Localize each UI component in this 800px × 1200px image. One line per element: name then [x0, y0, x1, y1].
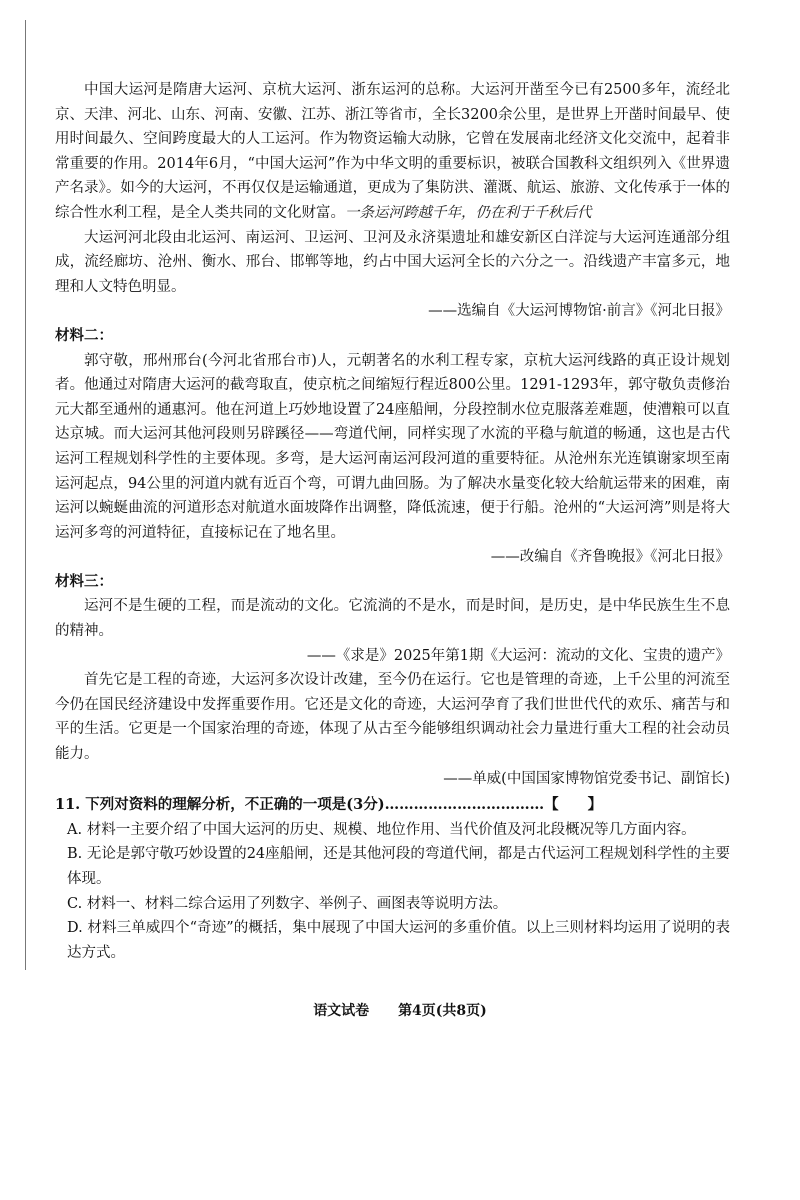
option-b: B. 无论是郭守敬巧妙设置的24座船闸，还是其他河段的弯道代闸，都是古代运河工程规划科学性的主要体现。 — [67, 846, 730, 887]
material-two-heading: 材料二： — [55, 326, 113, 344]
footer-subject: 语文试卷 — [313, 1003, 370, 1019]
option-a: A. 材料一主要介绍了中国大运河的历史、规模、地位作用、当代价值及河北段概况等几方面内容。 — [67, 821, 696, 838]
footer-page-number: 第4页(共8页) — [398, 1003, 487, 1019]
material-three-heading: 材料三： — [55, 572, 113, 590]
material-three-source1: ——《求是》2025年第1期《大运河：流动的文化、宝贵的遗产》 — [306, 647, 730, 664]
option-c: C. 材料一、材料二综合运用了列数字、举例子、画图表等说明方法。 — [67, 895, 508, 912]
material-one-source: ——选编自《大运河博物馆·前言》《河北日报》 — [428, 303, 730, 320]
material-one-para1 — [55, 78, 730, 226]
material-three-source2: ——单威(中国国家博物馆党委书记、副馆长) — [443, 770, 730, 787]
material-one-text: 中国大运河是隋唐大运河、京杭大运河、浙东运河的总称。大运河开凿至今已有2500多年，流经北京、天津、河北、山东、河南、安徽、江苏、浙江等省市，全长3200余公里，是世界上开凿时间最早、使用时间最久、空间跨度最大的人工运河。作为物资运输大动脉，它曾在发展南北经济文化交流中，起着非常重要的作用。2014年6月，“中国大运河”作为中华文明的重要标识，被联合国教科文组织列入《世界遗产名录》。如今的大运河，不再仅仅是运输通道，更成为了集防洪、灌溉、航运、旅游、文化传承于一体的综合性水利工程，是全人类共同的文化财富。 — [55, 82, 730, 221]
material-two-source: ——改编自《齐鲁晚报》《河北日报》 — [490, 549, 730, 566]
handwritten-note: 一条运河跨越千年，仍在利于千秋后代 — [345, 204, 592, 221]
document-page — [55, 78, 730, 965]
material-three-para2: 首先它是工程的奇迹，大运河多次设计改建，至今仍在运行。它也是管理的奇迹，上千公里的河流至今仍在国民经济建设中发挥重要作用。它还是文化的奇迹，大运河孕育了我们世世代代的欢乐、痛苦与和平的生活。它更是一个国家治理的奇迹，体现了从古至今能够组织调动社会力量进行重大工程的社会动员能力。 — [55, 672, 730, 763]
margin-line — [25, 20, 26, 970]
material-one-para2: 大运河河北段由北运河、南运河、卫运河、卫河及永济渠遗址和雄安新区白洋淀与大运河连通部分组成，流经廊坊、沧州、衡水、邢台、邯郸等地，约占中国大运河全长的六分之一。沿线遗产丰富多元，地理和人文特色明显。 — [55, 229, 730, 295]
material-three-para1: 运河不是生硬的工程，而是流动的文化。它流淌的不是水，而是时间，是历史，是中华民族生生不息的精神。 — [55, 598, 730, 640]
page-footer — [0, 1000, 800, 1020]
question-stem: 11. 下列对资料的理解分析，不正确的一项是(3分)……………………………【 】 — [55, 796, 603, 814]
material-two-para: 郭守敬，邢州邢台(今河北省邢台市)人，元朝著名的水利工程专家，京杭大运河线路的真正设计规划者。他通过对隋唐大运河的截弯取直，使京杭之间缩短行程近800公里。1291-1293年，郭守敬负责修治元大都至通州的通惠河。他在河道上巧妙地设置了24座船闸，分段控制水位克服落差难题，使漕粮可以直达京城。而大运河其他河段则另辟蹊径——弯道代闸，同样实现了水流的平稳与航道的畅通，这也是古代运河工程规划科学性的主要体现。多弯，是大运河南运河段河道的重要特征。从沧州东光连镇谢家坝至南运河起点，94公里的河道内就有近百个弯，可谓九曲回肠。为了解决水量变化较大给航运带来的困难，南运河以蜿蜒曲流的河道形态对航道水面坡降作出调整，降低流速，便于行船。沧州的“大运河湾”则是将大运河多弯的河道特征，直接标记在了地名里。 — [55, 352, 730, 541]
option-d: D. 材料三单威四个“奇迹”的概括，集中展现了中国大运河的多重价值。以上三则材料均运用了说明的表达方式。 — [67, 920, 730, 961]
